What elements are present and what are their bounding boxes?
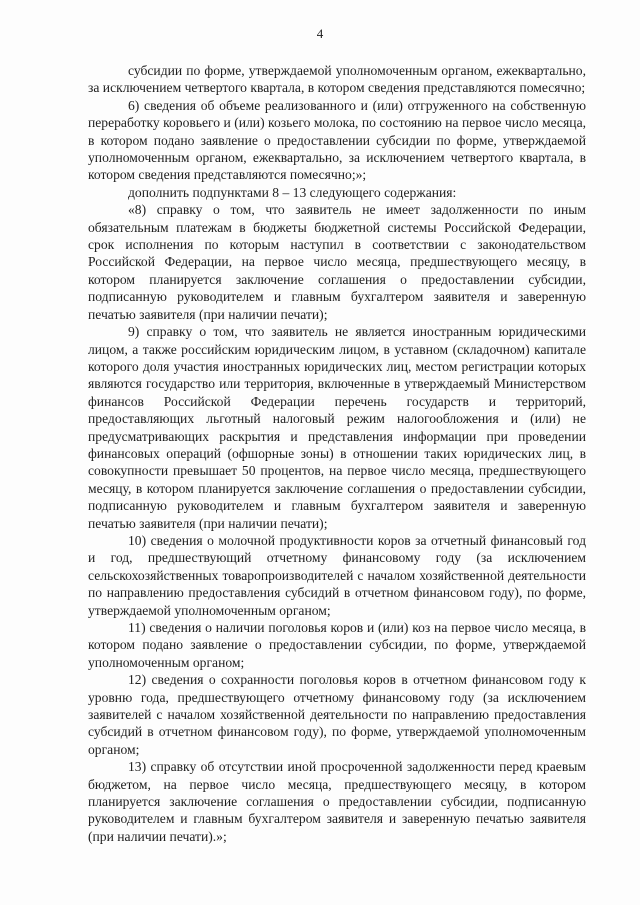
paragraph-item-11: 11) сведения о наличии поголовья коров и (или) коз на первое число месяца, в котором подано заявление о предоставлении субсидии, по форме, утверждаемой уполномоченным органом; — [88, 620, 586, 670]
paragraph-item-9: 9) справку о том, что заявитель не является иностранным юридическими лицом, а также российским юридическим лицом, в уставном (складочном) капитале которого доля участия иностранных юридических лиц, местом регистрации которых являются государство или территория, включенные в утверждаемый Министерством финансов Российской Федерации перечень государств и территорий, предоставляющих льготный налоговый режим налогообложения и (или) не предусматривающих раскрытия и представления информации при проведении финансовых операций (офшорные зоны) в отношении таких юридических лиц, в совокупности превышает 50 процентов, на первое число месяца, предшествующего месяцу, в котором планируется заключение соглашения о предоставлении субсидии, подписанную руководителем и главным бухгалтером заявителя и заверенную печатью заявителя (при наличии печати); — [88, 324, 586, 531]
paragraph-item-12: 12) сведения о сохранности поголовья коров в отчетном финансовом году к уровню года, предшествующего отчетному финансовому году (за исключением заявителей с началом хозяйственной деятельности по направлению предоставления субсидий в отчетном финансовом году), по форме, утверждаемой уполномоченным органом; — [88, 672, 586, 757]
paragraph-item-8: «8) справку о том, что заявитель не имеет задолженности по иным обязательным платежам в бюджеты бюджетной системы Российской Федерации, срок исполнения по которым наступил в соответствии с законодательством Российской Федерации, на первое число месяца, предшествующего месяцу, в котором планируется заключение соглашения о предоставлении субсидии, подписанную руководителем и главным бухгалтером заявителя и заверенную печатью заявителя (при наличии печати); — [88, 202, 586, 322]
paragraph-continuation: субсидии по форме, утверждаемой уполномоченным органом, ежеквартально, за исключением четвертого квартала, в котором сведения представляются помесячно; — [88, 63, 586, 96]
paragraph-item-13: 13) справку об отсутствии иной просроченной задолженности перед краевым бюджетом, на первое число месяца, предшествующего месяцу, в котором планируется заключение соглашения о предоставлении субсидии, подписанную руководителем и главным бухгалтером заявителя и заверенную печатью заявителя (при наличии печати).»; — [88, 759, 586, 844]
paragraph-amendment-intro: дополнить подпунктами 8 – 13 следующего содержания: — [128, 184, 457, 200]
page-number: 4 — [316, 26, 324, 41]
paragraph-item-10: 10) сведения о молочной продуктивности коров за отчетный финансовый год и год, предшествующий отчетному финансовому году (за исключением сельскохозяйственных товаропроизводителей с началом хозяйственной деятельности по направлению предоставления субсидий в отчетном финансовом году), по форме, утверждаемой уполномоченным органом; — [88, 532, 586, 618]
document-body — [88, 62, 586, 845]
paragraph-item-6: 6) сведения об объеме реализованного и (или) отгруженного на собственную переработку коровьего и (или) козьего молока, по состоянию на первое число месяца, в котором подано заявление о предоставлении субсидии по форме, утверждаемой уполномоченным органом, ежеквартально, за исключением четвертого квартала, в котором сведения представляются помесячно;»; — [88, 97, 586, 183]
